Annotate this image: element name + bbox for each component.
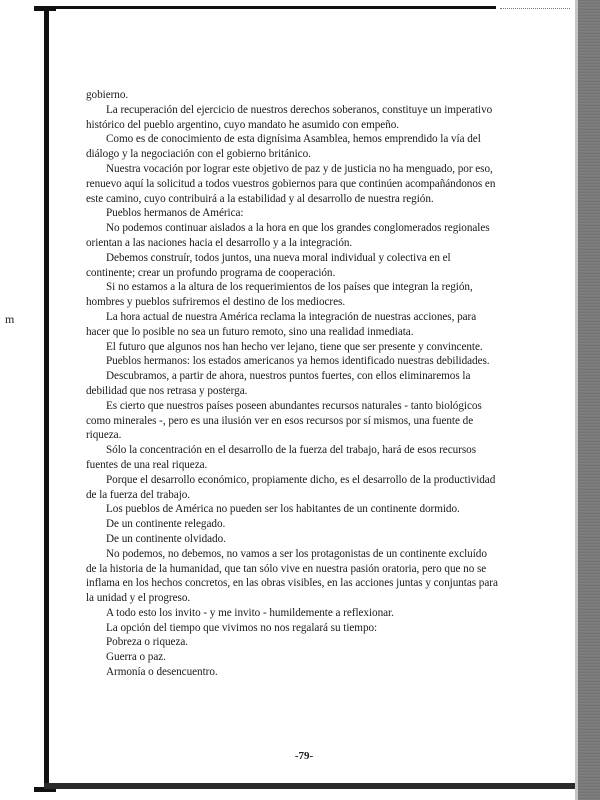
paragraph: Porque el desarrollo económico, propiamente dicho, es el desarrollo de la productividad de la fuerza del trabajo. bbox=[86, 473, 496, 501]
paragraph: gobierno. bbox=[86, 89, 129, 101]
scan-left-margin bbox=[0, 0, 48, 800]
paragraph: Debemos construír, todos juntos, una nueva moral individual y colectiva en el continente; crear un profundo programa de cooperación. bbox=[86, 251, 451, 279]
paragraph: Descubramos, a partir de ahora, nuestros puntos fuertes, con ellos eliminaremos la debilidad que nos retrasa y posterga. bbox=[86, 370, 471, 397]
scan-top-border bbox=[44, 6, 496, 9]
paragraph: Si no estamos a la altura de los requerimientos de los países que integran la región, hombres y pueblos sufriremos el destino de los mediocres. bbox=[86, 281, 473, 309]
paragraph: Armonía o desencuentro. bbox=[106, 666, 218, 679]
page-number: -79- bbox=[294, 750, 314, 762]
paragraph: A todo esto los invito - y me invito - humildemente a reflexionar. bbox=[106, 606, 394, 619]
paragraph: Los pueblos de América no pueden ser los habitantes de un continente dormido. bbox=[106, 503, 460, 516]
paragraph: De un continente olvidado. bbox=[106, 532, 226, 545]
paragraph: No podemos continuar aislados a la hora en que los grandes conglomerados regionales orientan a las naciones hacia el desarrollo y a la integración. bbox=[86, 222, 490, 249]
paragraph: Sólo la concentración en el desarrollo de la fuerza del trabajo, hará de esos recursos fuentes de una real riqueza. bbox=[86, 444, 477, 471]
paragraph: Es cierto que nuestros países poseen abundantes recursos naturales - tanto biológicos como minerales -, pero es una ilusión ver en esos recursos por sí mismos, una fuente de riqueza. bbox=[86, 399, 482, 442]
paragraph: La hora actual de nuestra América reclama la integración de nuestras acciones, para hacer que lo posible no sea un futuro remoto, sino una realidad inmediata. bbox=[86, 310, 477, 338]
paragraph: No podemos, no debemos, no vamos a ser los protagonistas de un continente excluído de la historia de la humanidad, que tan sólo vive en nuestra pasión oratoria, pero que no se inflama en los hechos concretos, en las obras visibles, en las acciones juntas y conjuntas para la unidad y el progreso. bbox=[86, 547, 498, 605]
paragraph: Pueblos hermanos: los estados americanos ya hemos identificado nuestras debilidades. bbox=[106, 355, 490, 368]
paragraph: La opción del tiempo que vivimos no nos regalará su tiempo: bbox=[106, 621, 378, 634]
paragraph: La recuperación del ejercicio de nuestros derechos soberanos, constituye un imperativo histórico del pueblo argentino, cuyo mandato he asumido con empeño. bbox=[86, 103, 493, 131]
scan-right-edge bbox=[578, 0, 600, 800]
paragraph: Como es de conocimiento de esta dignísima Asamblea, hemos emprendido la vía del diálogo y la negociación con el gobierno británico. bbox=[86, 133, 481, 161]
scan-left-border bbox=[44, 6, 49, 792]
document-body bbox=[86, 88, 498, 680]
margin-mark: m bbox=[5, 312, 15, 326]
scan-bottom-border bbox=[44, 783, 584, 789]
paragraph: Guerra o paz. bbox=[106, 651, 166, 664]
scan-top-dots bbox=[500, 8, 570, 10]
paragraph: Pobreza o riqueza. bbox=[106, 636, 189, 649]
paragraph: Pueblos hermanos de América: bbox=[106, 207, 244, 220]
paragraph: El futuro que algunos nos han hecho ver lejano, tiene que ser presente y convincente. bbox=[106, 340, 483, 353]
paragraph: Nuestra vocación por lograr este objetivo de paz y de justicia no ha menguado, por eso, renuevo aquí la solicitud a todos vuestros gobiernos para que continúen acompañándonos en este camino, cuyo contribuirá a la estabilidad y al desarrollo de nuestra región. bbox=[86, 162, 496, 205]
paragraph: De un continente relegado. bbox=[106, 518, 226, 531]
